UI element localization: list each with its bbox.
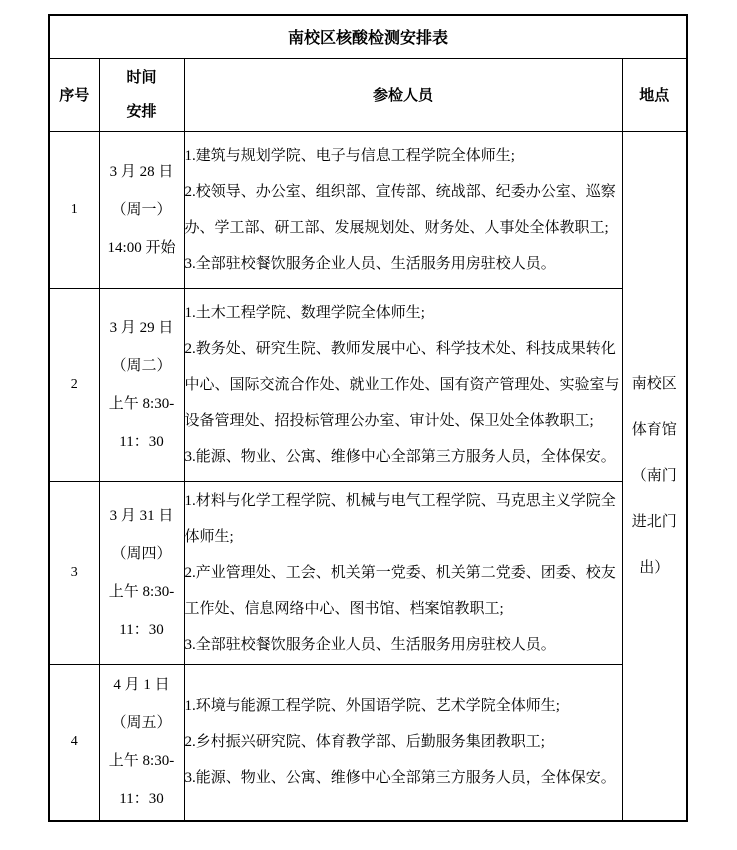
time-line: 3 月 29 日 bbox=[109, 319, 174, 336]
seq-cell: 1 bbox=[49, 131, 99, 288]
time-line: （周五） bbox=[111, 715, 172, 732]
header-row bbox=[49, 58, 687, 131]
time-line: 上午 8:30- bbox=[108, 753, 175, 770]
header-location: 地点 bbox=[622, 58, 687, 131]
participant-item: 2.乡村振兴研究院、体育教学部、后勤服务集团教职工; bbox=[184, 734, 545, 751]
participant-item: 1.环境与能源工程学院、外国语学院、艺术学院全体师生; bbox=[184, 698, 560, 715]
participant-item: 3.能源、物业、公寓、维修中心全部第三方服务人员，全体保安。 bbox=[184, 770, 616, 787]
header-participants: 参检人员 bbox=[184, 58, 622, 131]
location-line: 体育馆 bbox=[631, 421, 677, 438]
time-line: 11：30 bbox=[119, 433, 164, 450]
participant-item: 1.材料与化学工程学院、机械与电气工程学院、马克思主义学院全体师生; bbox=[184, 492, 616, 545]
time-line: 3 月 31 日 bbox=[109, 507, 174, 524]
seq-cell: 4 bbox=[49, 664, 99, 821]
time-line: 上午 8:30- bbox=[108, 395, 175, 412]
time-line: 4 月 1 日 bbox=[113, 677, 170, 694]
header-time-line: 时间 bbox=[126, 69, 157, 86]
location-line: 进北门 bbox=[631, 513, 677, 530]
participant-item: 2.教务处、研究生院、教师发展中心、科学技术处、科技成果转化中心、国际交流合作处、就业工作处、国有资产管理处、实验室与设备管理处、招投标管理公办室、审计处、保卫处全体教职工; bbox=[184, 340, 620, 429]
participant-item: 3.全部驻校餐饮服务企业人员、生活服务用房驻校人员。 bbox=[184, 636, 556, 653]
time-cell bbox=[99, 664, 184, 821]
participant-item: 2.产业管理处、工会、机关第一党委、机关第二党委、团委、校友工作处、信息网络中心、图书馆、档案馆教职工; bbox=[184, 564, 616, 617]
participant-item: 1.建筑与规划学院、电子与信息工程学院全体师生; bbox=[184, 147, 515, 164]
time-cell bbox=[99, 131, 184, 288]
time-cell bbox=[99, 288, 184, 481]
participants-cell bbox=[184, 131, 622, 288]
header-time bbox=[99, 58, 184, 131]
table-title: 南校区核酸检测安排表 bbox=[49, 15, 687, 58]
table-row bbox=[49, 131, 687, 288]
table-row bbox=[49, 288, 687, 481]
participant-item: 3.能源、物业、公寓、维修中心全部第三方服务人员，全体保安。 bbox=[184, 448, 616, 465]
time-line: 上午 8:30- bbox=[108, 583, 175, 600]
participants-cell bbox=[184, 288, 622, 481]
title-row bbox=[49, 15, 687, 58]
time-line: （周四） bbox=[111, 545, 172, 562]
header-seq: 序号 bbox=[49, 58, 99, 131]
location-line: （南门 bbox=[631, 467, 677, 484]
location-cell bbox=[622, 131, 687, 821]
location-line: 南校区 bbox=[631, 375, 677, 392]
time-line: 14:00 开始 bbox=[107, 239, 176, 256]
time-line: （周一） bbox=[111, 201, 172, 218]
table-row bbox=[49, 481, 687, 664]
participant-item: 3.全部驻校餐饮服务企业人员、生活服务用房驻校人员。 bbox=[184, 255, 556, 272]
seq-cell: 2 bbox=[49, 288, 99, 481]
time-line: 3 月 28 日 bbox=[109, 163, 174, 180]
participants-cell bbox=[184, 481, 622, 664]
location-line: 出） bbox=[639, 559, 670, 576]
schedule-table bbox=[48, 14, 688, 822]
time-cell bbox=[99, 481, 184, 664]
time-line: 11：30 bbox=[119, 621, 164, 638]
participant-item: 2.校领导、办公室、组织部、宣传部、统战部、纪委办公室、巡察办、学工部、研工部、发展规划处、财务处、人事处全体教职工; bbox=[184, 183, 616, 236]
table-row bbox=[49, 664, 687, 821]
header-time-line: 安排 bbox=[126, 103, 157, 120]
participants-cell bbox=[184, 664, 622, 821]
time-line: 11：30 bbox=[119, 791, 164, 808]
time-line: （周二） bbox=[111, 357, 172, 374]
participant-item: 1.土木工程学院、数理学院全体师生; bbox=[184, 304, 425, 321]
seq-cell: 3 bbox=[49, 481, 99, 664]
